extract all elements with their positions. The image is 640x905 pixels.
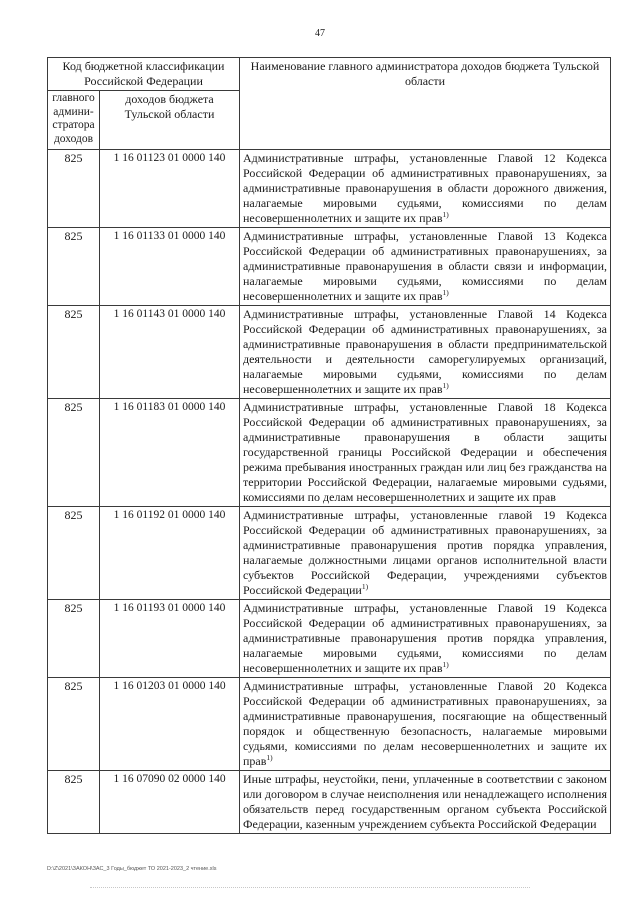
admin-code-cell: 825 xyxy=(48,228,100,306)
description-cell xyxy=(240,228,611,306)
income-code-cell: 1 16 01203 01 0000 140 xyxy=(100,678,240,771)
header-code-group: Код бюджетной классификации Российской Федерации xyxy=(48,58,240,91)
income-code-cell: 1 16 01133 01 0000 140 xyxy=(100,228,240,306)
table-row xyxy=(48,306,611,399)
table-row xyxy=(48,771,611,834)
description-text: Административные штрафы, установленные главой 19 Кодекса Российской Федерации об административных правонарушениях, за административные правонарушения против порядка управления, налагаемые должностными лицами органов исполнительной власти субъектов Российской Федерации, учреждениями субъектов Российской Федерации xyxy=(243,508,607,597)
footnote-mark: 1) xyxy=(361,582,369,591)
footnote-mark: 1) xyxy=(442,288,449,297)
table-row xyxy=(48,399,611,507)
table-row xyxy=(48,150,611,228)
description-text: Административные штрафы, установленные Главой 19 Кодекса Российской Федерации об административных правонарушениях, за административные правонарушения против порядка управления, налагаемые мировыми судьями, комиссиями по делам несовершеннолетних и защите их прав xyxy=(243,601,607,675)
footnote-mark: 1) xyxy=(442,660,449,669)
admin-code-cell: 825 xyxy=(48,399,100,507)
page-number: 47 xyxy=(315,28,325,39)
table-row xyxy=(48,600,611,678)
income-code-cell: 1 16 01192 01 0000 140 xyxy=(100,507,240,600)
income-code-cell: 1 16 01193 01 0000 140 xyxy=(100,600,240,678)
description-text: Административные штрафы, установленные Главой 12 Кодекса Российской Федерации об административных правонарушениях, за административные правонарушения в области дорожного движения, налагаемые мировыми судьями, комиссиями по делам несовершеннолетних и защите их прав xyxy=(243,151,607,225)
table-row xyxy=(48,507,611,600)
footnote-mark: 1) xyxy=(442,381,449,390)
table-header-row xyxy=(48,58,611,91)
admin-code-cell: 825 xyxy=(48,678,100,771)
description-text: Административные штрафы, установленные Главой 14 Кодекса Российской Федерации об административных правонарушениях, за административные правонарушения в области предпринимательской деятельности и деятельности саморегулируемых организаций, налагаемые мировыми судьями, комиссиями по делам несовершеннолетних и защите их прав xyxy=(243,307,607,396)
description-cell xyxy=(240,306,611,399)
income-code-cell: 1 16 07090 02 0000 140 xyxy=(100,771,240,834)
header-admin-col: главного админи-стратора доходов xyxy=(48,91,100,150)
admin-code-cell: 825 xyxy=(48,150,100,228)
scan-artifact-line xyxy=(90,887,530,890)
description-text: Иные штрафы, неустойки, пени, уплаченные в соответствии с законом или договором в случае неисполнения или ненадлежащего исполнения обязательств перед государственным органом субъекта Российской Федерации, казенным учреждением субъекта Российской Федерации xyxy=(243,772,607,831)
description-text: Административные штрафы, установленные Главой 20 Кодекса Российской Федерации об административных правонарушениях, за административные правонарушения, посягающие на общественный порядок и общественную безопасность, налагаемые мировыми судьями, комиссиями по делам несовершеннолетних и защите их прав xyxy=(243,679,607,768)
description-cell xyxy=(240,600,611,678)
header-name-group: Наименование главного администратора доходов бюджета Тульской области xyxy=(240,58,611,150)
table-row xyxy=(48,228,611,306)
table-row xyxy=(48,678,611,771)
footnote-mark: 1) xyxy=(266,753,273,762)
income-code-cell: 1 16 01183 01 0000 140 xyxy=(100,399,240,507)
description-cell xyxy=(240,399,611,507)
admin-code-cell: 825 xyxy=(48,771,100,834)
income-code-cell: 1 16 01123 01 0000 140 xyxy=(100,150,240,228)
admin-code-cell: 825 xyxy=(48,306,100,399)
description-text: Административные штрафы, установленные Главой 13 Кодекса Российской Федерации об административных правонарушениях, за административные правонарушения в области связи и информации, налагаемые мировыми судьями, комиссиями по делам несовершеннолетних и защите их прав xyxy=(243,229,607,303)
description-cell xyxy=(240,771,611,834)
admin-code-cell: 825 xyxy=(48,507,100,600)
file-path-footer: D:\Z\2021\ЗАКОН\ЗАС_3 Годы_бюджет ТО 2021-2023_2 чтение.xls xyxy=(47,866,217,872)
description-cell xyxy=(240,507,611,600)
description-cell xyxy=(240,678,611,771)
description-cell xyxy=(240,150,611,228)
description-text: Административные штрафы, установленные Главой 18 Кодекса Российской Федерации об административных правонарушениях, за административные правонарушения в области защиты государственной границы Российской Федерации и обеспечения режима пребывания иностранных граждан или лиц без гражданства на территории Российской Федерации, налагаемые мировыми судьями, комиссиями по делам несовершеннолетних и защите их прав xyxy=(243,400,607,504)
header-income-col: доходов бюджета Тульской области xyxy=(100,91,240,150)
revenue-administrators-table xyxy=(47,57,611,834)
income-code-cell: 1 16 01143 01 0000 140 xyxy=(100,306,240,399)
admin-code-cell: 825 xyxy=(48,600,100,678)
footnote-mark: 1) xyxy=(442,210,449,219)
